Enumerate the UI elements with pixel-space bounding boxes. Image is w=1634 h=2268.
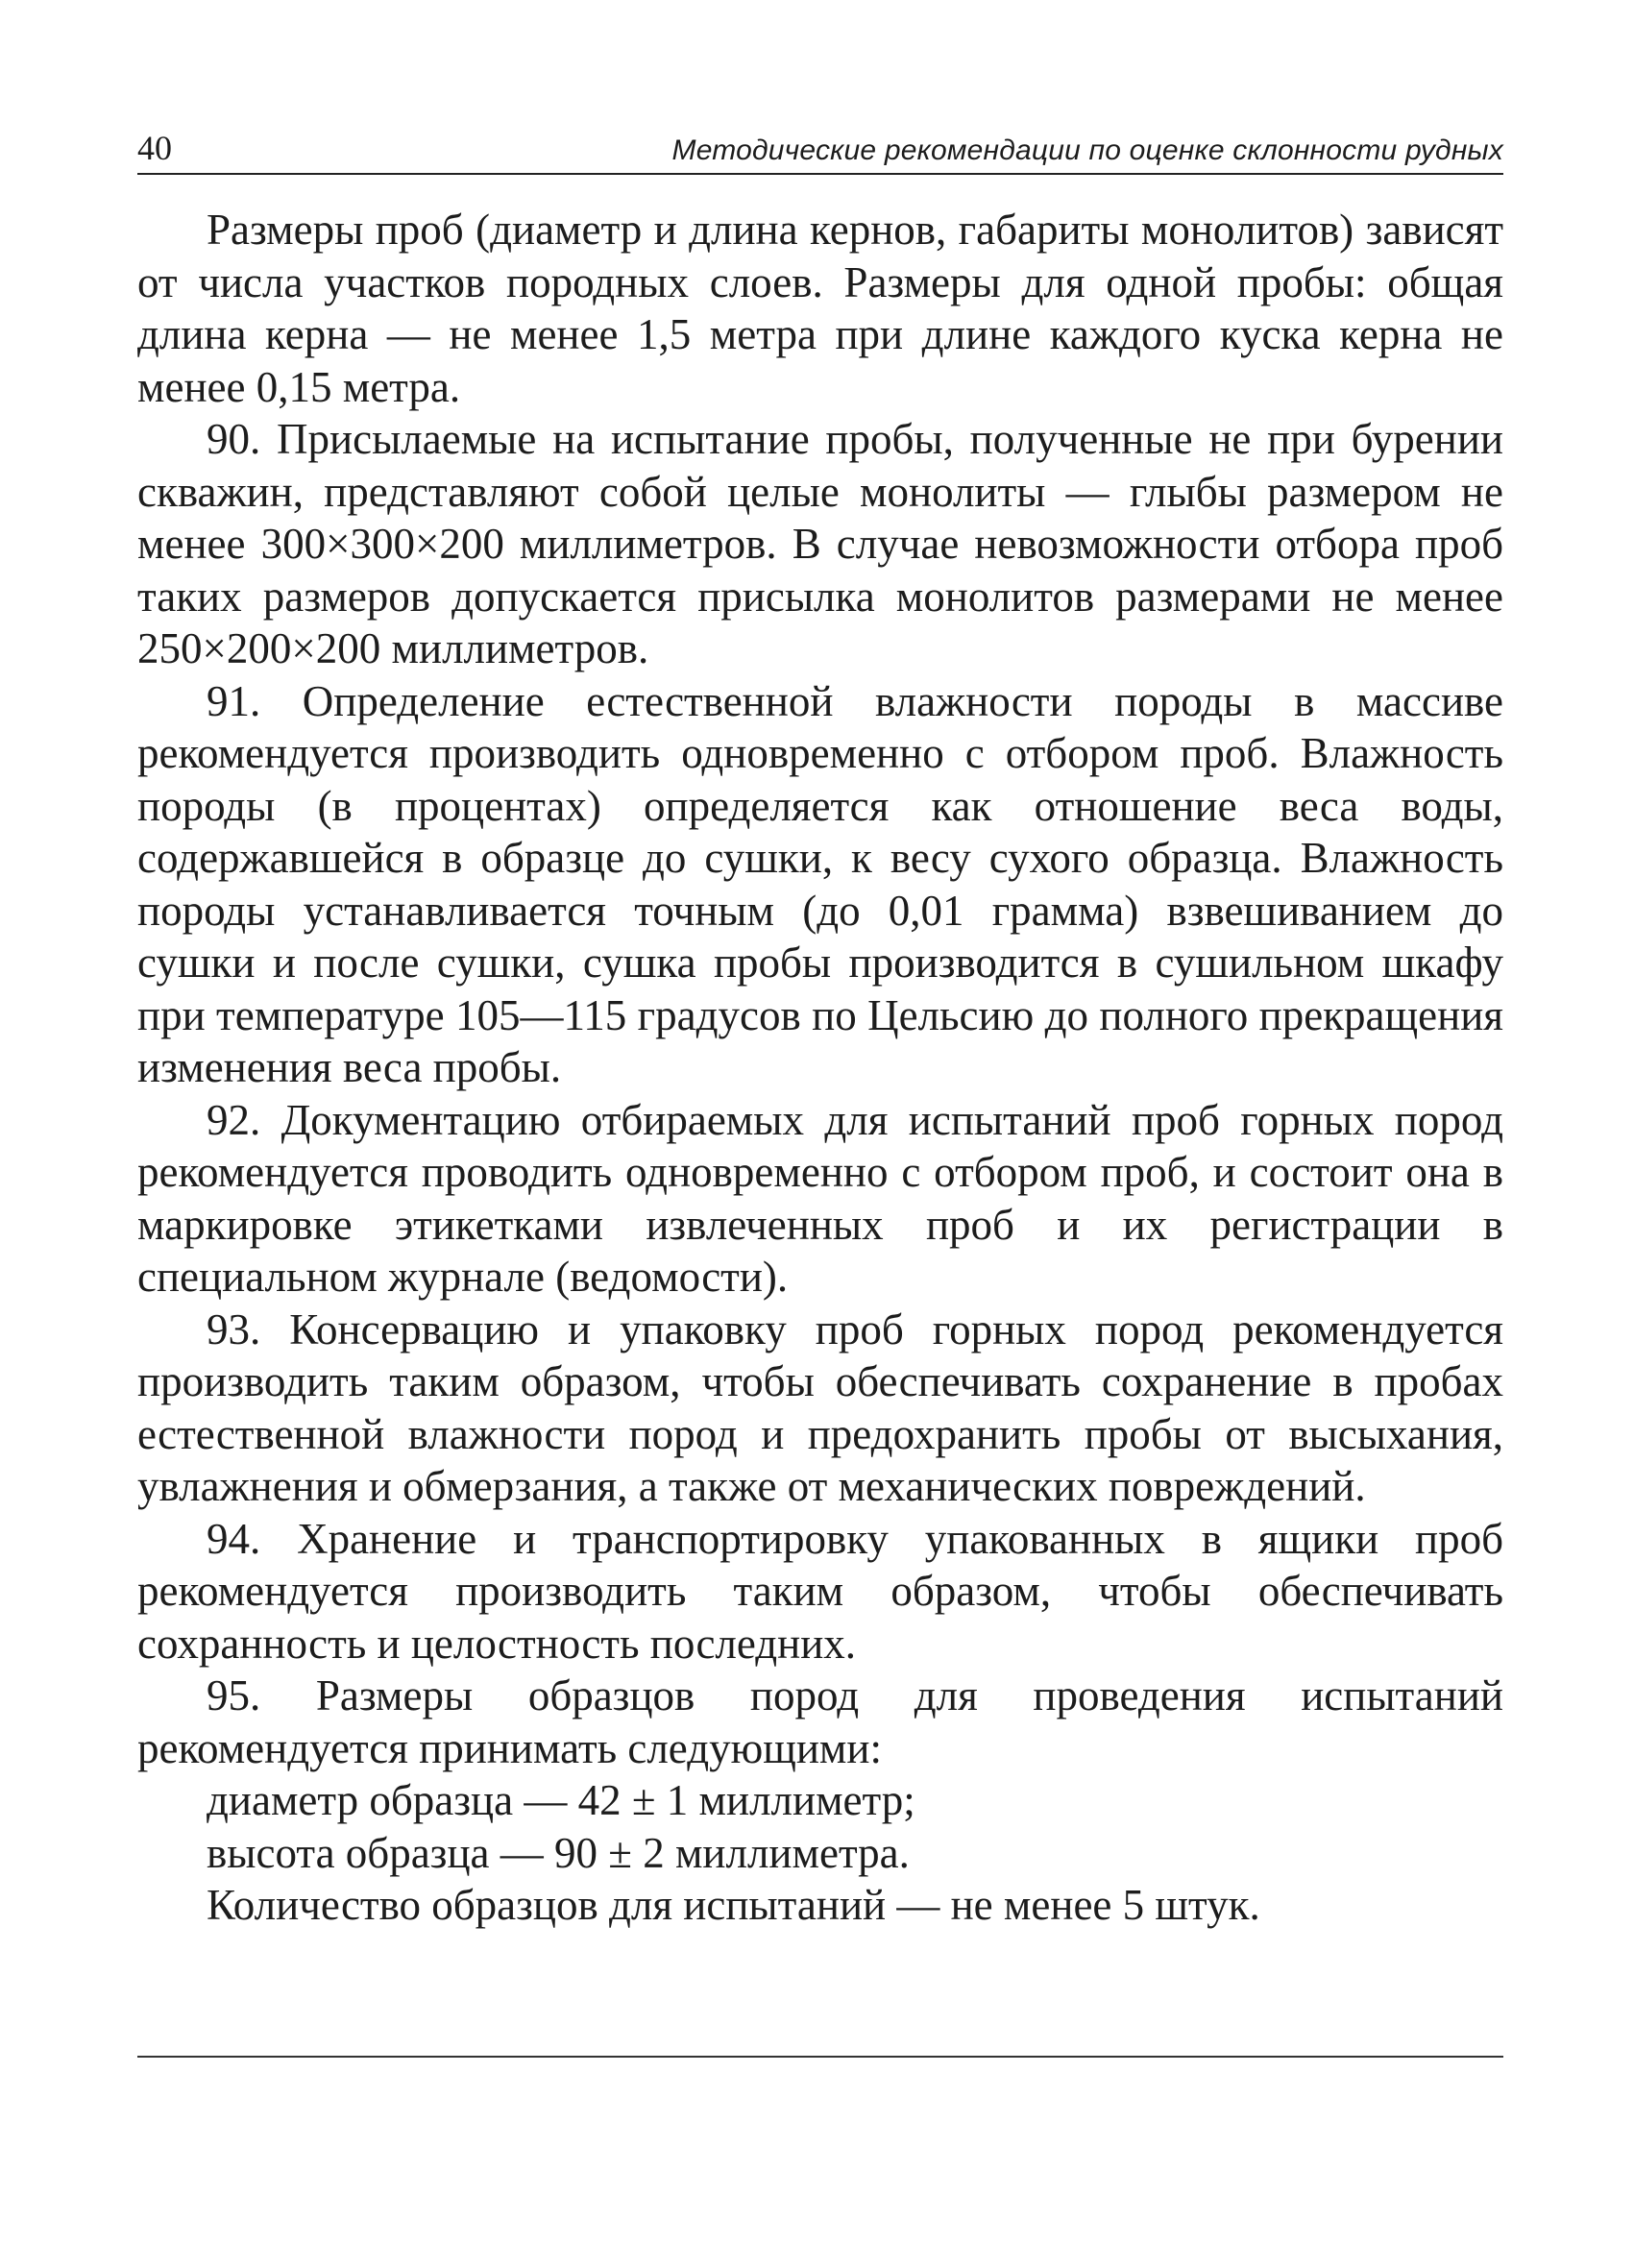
list-line: диаметр образца — 42 ± 1 миллиметр;	[207, 1776, 915, 1824]
bottom-rule	[137, 2056, 1503, 2058]
page-header	[137, 123, 1503, 175]
list-line: высота образца — 90 ± 2 миллиметра.	[207, 1828, 910, 1877]
paragraph: 90. Присылаемые на испытание пробы, полученные не при бурении скважин, представляют собой целые монолиты — глыбы размером не менее 300×300×200 миллиметров. В случае невозможности отбора проб таких размеров допускается присылка монолитов размерами не менее 250×200×200 миллиметров.	[137, 415, 1503, 672]
body-text	[137, 204, 1503, 1932]
paragraph: Размеры проб (диаметр и длина кернов, габариты монолитов) зависят от числа участков породных слоев. Размеры для одной пробы: общая длина керна — не менее 1,5 метра при длине каждого куска керна не менее 0,15 метра.	[137, 206, 1503, 411]
paragraph: 94. Хранение и транспортировку упакованных в ящики проб рекомендуется производить таким образом, чтобы обеспечивать сохранность и целостность последних.	[137, 1514, 1503, 1668]
page-number: 40	[137, 129, 172, 167]
paragraph: 91. Определение естественной влажности породы в массиве рекомендуется производить одновременно с отбором проб. Влажность породы (в процентах) определяется как отношение веса воды, содержавшейся в образце до сушки, к весу сухого образца. Влажность породы устанавливается точным (до 0,01 грамма) взвешиванием до сушки и после сушки, сушка пробы производится в сушильном шкафу при температуре 105—115 градусов по Цельсию до полного прекращения изменения веса пробы.	[137, 676, 1503, 1091]
paragraph: 92. Документацию отбираемых для испытаний проб горных пород рекомендуется проводить одновременно с отбором проб, и состоит она в маркировке этикетками извлеченных проб и их регистрации в специальном журнале (ведомости).	[137, 1095, 1503, 1301]
paragraph: 93. Консервацию и упаковку проб горных пород рекомендуется производить таким образом, чтобы обеспечивать сохранение в пробах естественной влажности пород и предохранить пробы от высыхания, увлажнения и обмерзания, а также от механических повреждений.	[137, 1305, 1503, 1510]
paragraph: 95. Размеры образцов пород для проведения испытаний рекомендуется принимать следующими:	[137, 1671, 1503, 1772]
document-page	[137, 123, 1503, 1932]
running-title: Методические рекомендации по оценке склонности рудных	[671, 134, 1503, 166]
list-line: Количество образцов для испытаний — не менее 5 штук.	[207, 1881, 1260, 1929]
